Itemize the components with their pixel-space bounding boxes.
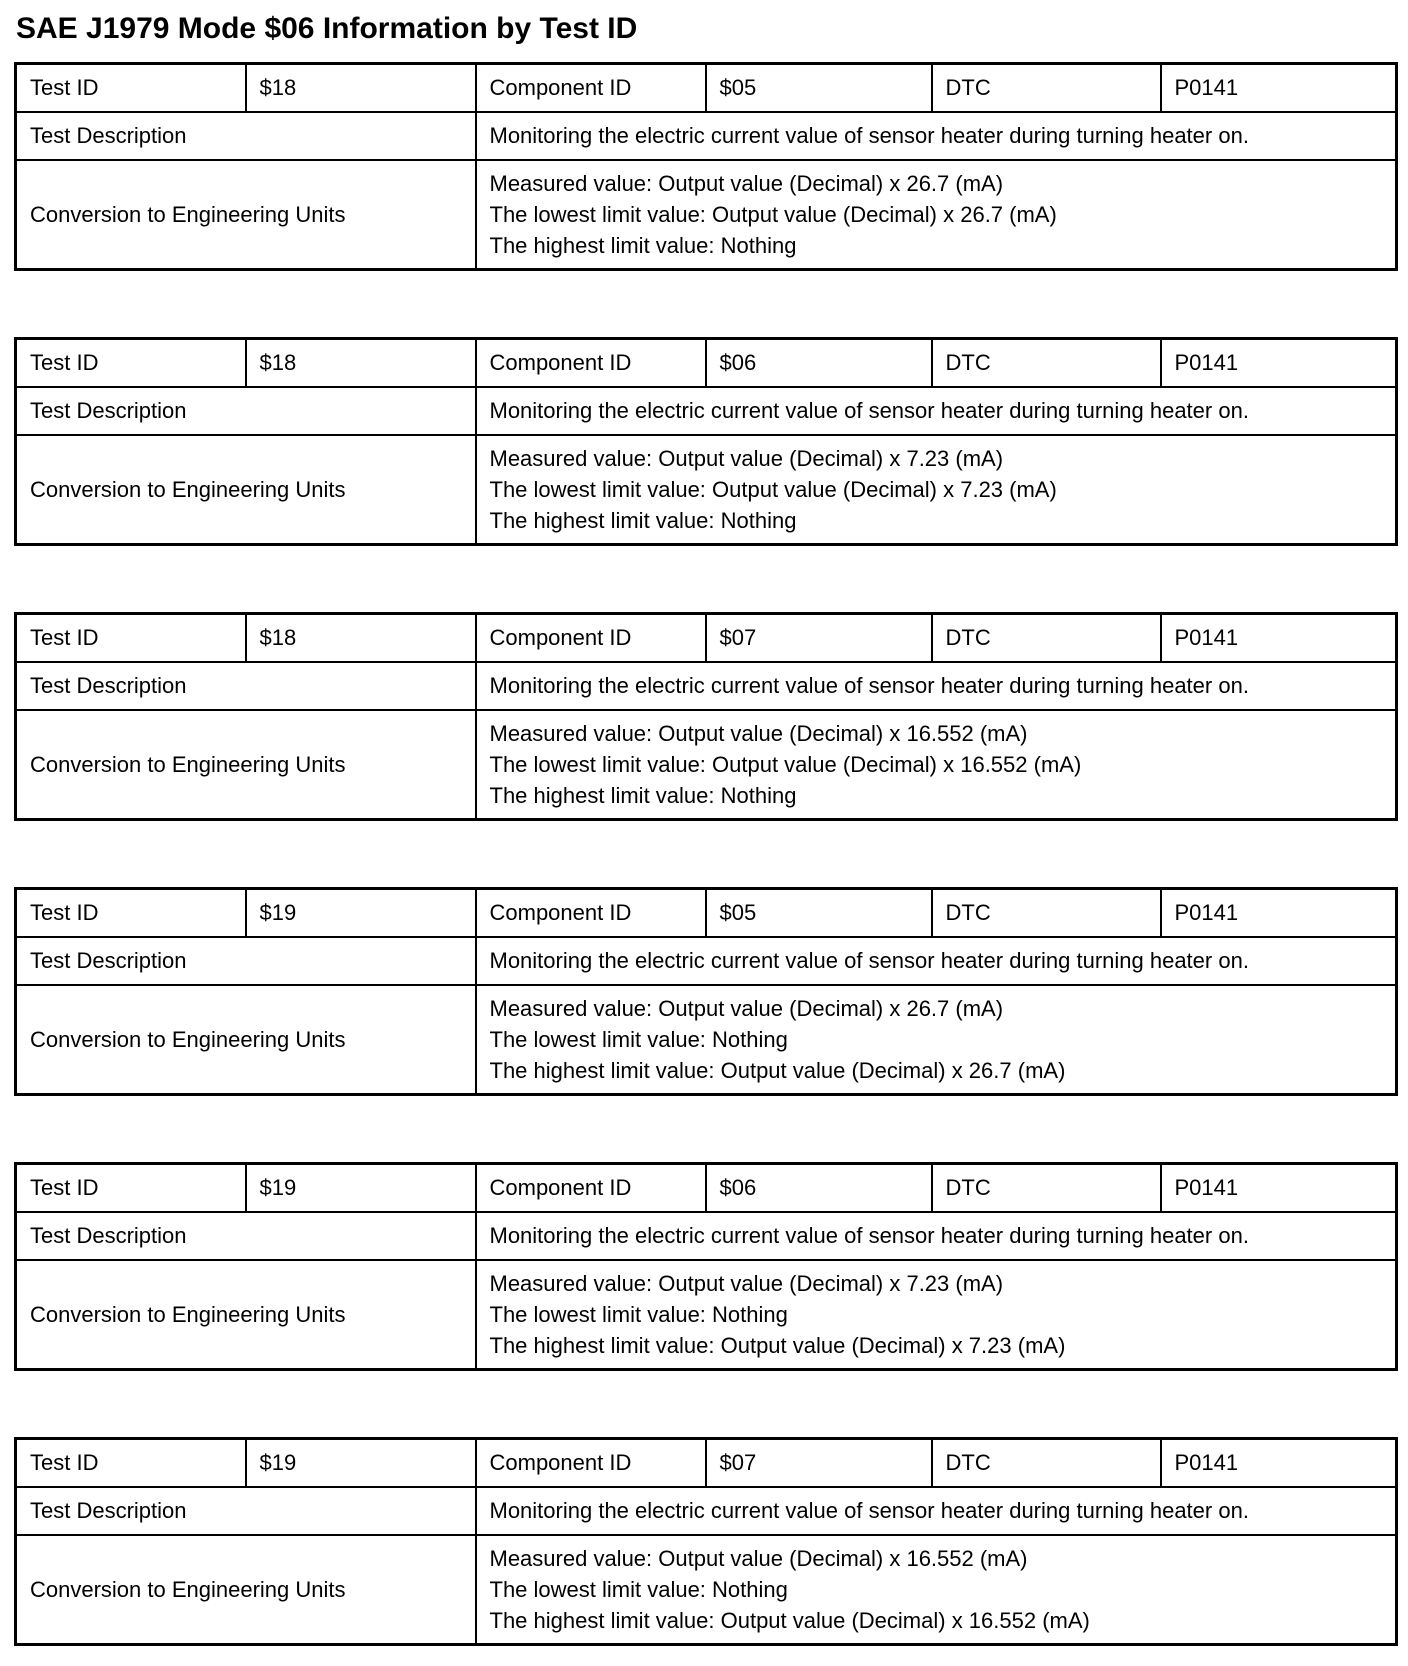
conversion-value [476,435,1397,545]
table-row [16,1164,1397,1213]
conversion-value [476,160,1397,270]
component-id-value: $05 [706,64,932,113]
table-row [16,160,1397,270]
test-id-label: Test ID [16,64,246,113]
component-id-value: $06 [706,339,932,388]
table-row [16,662,1397,710]
conversion-line: The highest limit value: Output value (Decimal) x 26.7 (mA) [489,1058,1066,1083]
table-row [16,889,1397,938]
dtc-label: DTC [932,889,1161,938]
test-id-label: Test ID [16,614,246,663]
component-id-label: Component ID [476,1164,706,1213]
test-description-value: Monitoring the electric current value of sensor heater during turning heater on. [476,937,1397,985]
component-id-label: Component ID [476,339,706,388]
table-row [16,985,1397,1095]
component-id-value: $05 [706,889,932,938]
conversion-value [476,1535,1397,1645]
table-row [16,112,1397,160]
test-id-value: $18 [246,64,476,113]
info-table [14,887,1398,1096]
info-table [14,62,1398,271]
test-description-label: Test Description [16,112,476,160]
table-row [16,64,1397,113]
component-id-value: $07 [706,1439,932,1488]
test-id-value: $19 [246,1439,476,1488]
conversion-line: The lowest limit value: Nothing [489,1302,788,1327]
conversion-line: The lowest limit value: Nothing [489,1027,788,1052]
test-description-label: Test Description [16,1212,476,1260]
conversion-line: Measured value: Output value (Decimal) x 16.552 (mA) [489,1546,1028,1571]
test-id-value: $18 [246,339,476,388]
test-id-value: $18 [246,614,476,663]
dtc-value: P0141 [1161,1439,1397,1488]
component-id-label: Component ID [476,889,706,938]
test-description-value: Monitoring the electric current value of sensor heater during turning heater on. [476,112,1397,160]
table-row [16,937,1397,985]
test-id-label: Test ID [16,889,246,938]
table-row [16,387,1397,435]
conversion-label: Conversion to Engineering Units [16,1535,476,1645]
test-description-label: Test Description [16,662,476,710]
dtc-label: DTC [932,64,1161,113]
conversion-value [476,1260,1397,1370]
conversion-line: The lowest limit value: Nothing [489,1577,788,1602]
conversion-line: Measured value: Output value (Decimal) x 26.7 (mA) [489,996,1004,1021]
table-row [16,435,1397,545]
conversion-line: The highest limit value: Nothing [489,508,797,533]
conversion-label: Conversion to Engineering Units [16,710,476,820]
component-id-label: Component ID [476,1439,706,1488]
test-description-value: Monitoring the electric current value of sensor heater during turning heater on. [476,387,1397,435]
conversion-line: Measured value: Output value (Decimal) x 7.23 (mA) [489,1271,1004,1296]
conversion-line: The lowest limit value: Output value (Decimal) x 16.552 (mA) [489,752,1082,777]
dtc-label: DTC [932,339,1161,388]
info-table [14,612,1398,821]
component-id-value: $07 [706,614,932,663]
test-id-label: Test ID [16,1439,246,1488]
info-table [14,1437,1398,1646]
table-row [16,1487,1397,1535]
conversion-label: Conversion to Engineering Units [16,160,476,270]
conversion-line: The highest limit value: Nothing [489,233,797,258]
conversion-line: The lowest limit value: Output value (Decimal) x 7.23 (mA) [489,477,1057,502]
dtc-label: DTC [932,1439,1161,1488]
conversion-line: The lowest limit value: Output value (Decimal) x 26.7 (mA) [489,202,1057,227]
test-description-value: Monitoring the electric current value of sensor heater during turning heater on. [476,662,1397,710]
component-id-value: $06 [706,1164,932,1213]
test-description-value: Monitoring the electric current value of sensor heater during turning heater on. [476,1487,1397,1535]
component-id-label: Component ID [476,614,706,663]
table-row [16,1260,1397,1370]
dtc-label: DTC [932,614,1161,663]
conversion-value [476,710,1397,820]
test-description-label: Test Description [16,387,476,435]
conversion-line: The highest limit value: Output value (Decimal) x 7.23 (mA) [489,1333,1066,1358]
conversion-line: Measured value: Output value (Decimal) x 7.23 (mA) [489,446,1004,471]
test-id-label: Test ID [16,339,246,388]
conversion-line: The highest limit value: Output value (Decimal) x 16.552 (mA) [489,1608,1090,1633]
conversion-label: Conversion to Engineering Units [16,435,476,545]
component-id-label: Component ID [476,64,706,113]
table-row [16,339,1397,388]
conversion-line: Measured value: Output value (Decimal) x 16.552 (mA) [489,721,1028,746]
test-id-value: $19 [246,1164,476,1213]
test-description-label: Test Description [16,1487,476,1535]
conversion-line: The highest limit value: Nothing [489,783,797,808]
test-description-value: Monitoring the electric current value of sensor heater during turning heater on. [476,1212,1397,1260]
table-row [16,614,1397,663]
table-row [16,1535,1397,1645]
dtc-value: P0141 [1161,889,1397,938]
dtc-value: P0141 [1161,1164,1397,1213]
info-table [14,337,1398,546]
page-title: SAE J1979 Mode $06 Information by Test ID [16,12,638,45]
conversion-value [476,985,1397,1095]
conversion-label: Conversion to Engineering Units [16,1260,476,1370]
test-description-label: Test Description [16,937,476,985]
conversion-line: Measured value: Output value (Decimal) x 26.7 (mA) [489,171,1004,196]
table-row [16,710,1397,820]
table-row [16,1212,1397,1260]
dtc-value: P0141 [1161,64,1397,113]
dtc-value: P0141 [1161,339,1397,388]
test-id-value: $19 [246,889,476,938]
conversion-label: Conversion to Engineering Units [16,985,476,1095]
info-table [14,1162,1398,1371]
table-row [16,1439,1397,1488]
dtc-value: P0141 [1161,614,1397,663]
test-id-label: Test ID [16,1164,246,1213]
dtc-label: DTC [932,1164,1161,1213]
